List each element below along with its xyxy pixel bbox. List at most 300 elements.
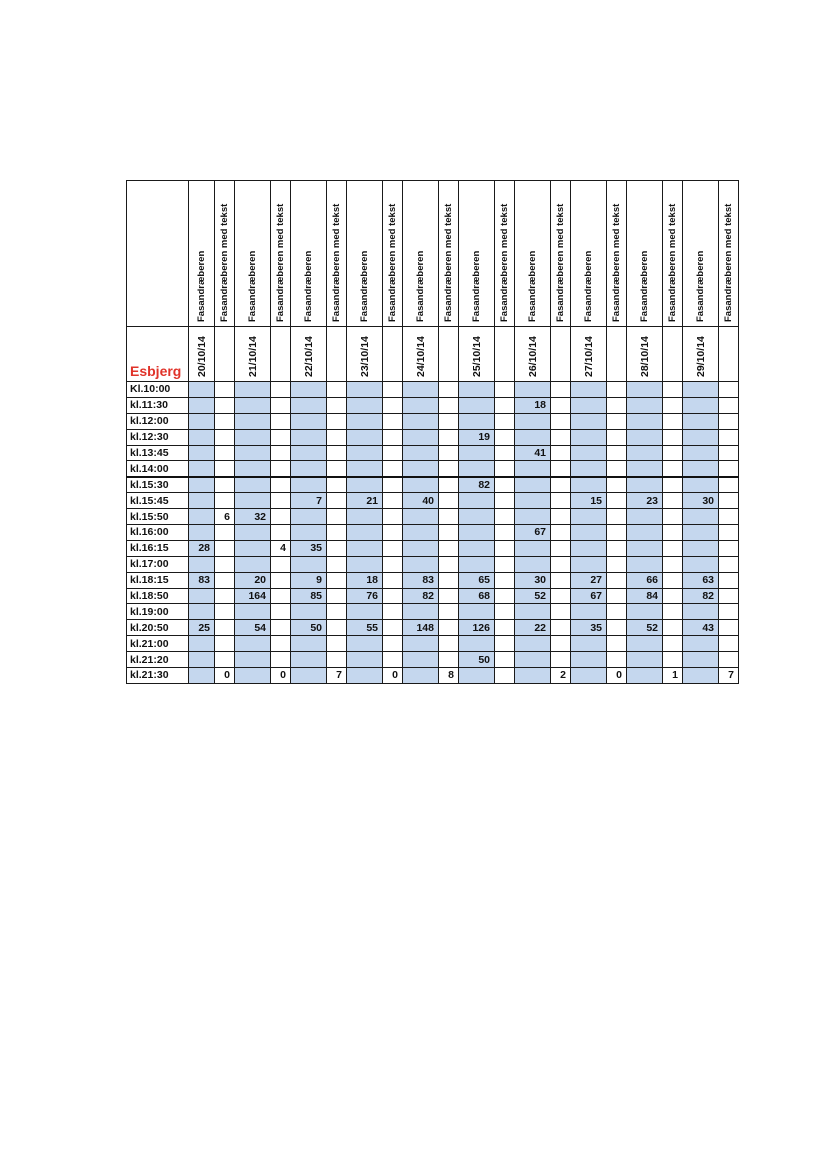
cell-plain <box>291 382 327 398</box>
cell-plain: 19 <box>459 429 495 445</box>
column-type-label: Fasandræberen <box>694 250 706 322</box>
cell-text <box>607 397 627 413</box>
cell-text <box>383 525 403 541</box>
cell-plain <box>515 477 551 493</box>
cell-text <box>495 445 515 461</box>
cell-plain: 82 <box>683 588 719 604</box>
time-label: kl.16:15 <box>127 540 189 556</box>
time-label: kl.18:15 <box>127 572 189 588</box>
date-header-cell <box>347 327 383 382</box>
cell-text <box>439 461 459 477</box>
cell-text <box>663 477 683 493</box>
cell-plain <box>515 382 551 398</box>
cell-text: 0 <box>271 668 291 684</box>
cell-plain <box>189 461 215 477</box>
cell-text: 8 <box>439 668 459 684</box>
cell-plain <box>627 477 663 493</box>
cell-text <box>271 652 291 668</box>
cell-text <box>439 413 459 429</box>
cell-plain <box>515 429 551 445</box>
date-label: 25/10/14 <box>470 336 483 377</box>
cell-plain: 15 <box>571 493 607 509</box>
cell-plain <box>403 429 439 445</box>
cell-text <box>551 397 571 413</box>
cell-text <box>327 477 347 493</box>
cell-plain <box>571 604 607 620</box>
column-type-label: Fasandræberen med tekst <box>498 203 510 322</box>
cell-text <box>215 604 235 620</box>
date-label: 21/10/14 <box>246 336 259 377</box>
cell-plain <box>235 477 271 493</box>
cell-text <box>663 445 683 461</box>
cell-text <box>215 493 235 509</box>
time-label: kl.15:45 <box>127 493 189 509</box>
cell-text <box>327 397 347 413</box>
cell-plain <box>459 604 495 620</box>
cell-plain <box>347 540 383 556</box>
cell-plain <box>235 636 271 652</box>
cell-text <box>607 461 627 477</box>
cell-text <box>495 477 515 493</box>
cell-plain <box>683 477 719 493</box>
cell-plain <box>627 636 663 652</box>
cell-plain <box>291 636 327 652</box>
cell-text <box>383 652 403 668</box>
cell-plain <box>291 445 327 461</box>
table-row <box>127 620 739 636</box>
time-label: Kl.10:00 <box>127 382 189 398</box>
cell-text <box>495 572 515 588</box>
cell-plain: 82 <box>459 477 495 493</box>
cell-text <box>439 604 459 620</box>
column-type-label: Fasandræberen med tekst <box>722 203 734 322</box>
cell-text <box>215 572 235 588</box>
cell-plain <box>571 540 607 556</box>
column-type-label: Fasandræberen <box>358 250 370 322</box>
cell-plain <box>683 413 719 429</box>
cell-text <box>327 509 347 525</box>
cell-plain: 126 <box>459 620 495 636</box>
cell-plain <box>291 477 327 493</box>
cell-text <box>607 525 627 541</box>
cell-text <box>607 493 627 509</box>
cell-plain <box>189 445 215 461</box>
table-row <box>127 556 739 572</box>
cell-plain: 85 <box>291 588 327 604</box>
cell-text <box>607 652 627 668</box>
cell-plain <box>291 397 327 413</box>
cell-plain: 35 <box>291 540 327 556</box>
table-row <box>127 382 739 398</box>
cell-plain <box>627 509 663 525</box>
table-row <box>127 636 739 652</box>
date-label: 20/10/14 <box>195 336 208 377</box>
cell-plain <box>291 413 327 429</box>
table-row <box>127 461 739 477</box>
cell-plain: 9 <box>291 572 327 588</box>
cell-text <box>607 604 627 620</box>
cell-plain <box>347 509 383 525</box>
cell-plain <box>189 604 215 620</box>
date-header-cell <box>459 327 495 382</box>
cell-text <box>271 572 291 588</box>
column-type-label: Fasandræberen med tekst <box>442 203 454 322</box>
cell-text <box>663 604 683 620</box>
cell-text <box>719 525 739 541</box>
cell-plain <box>347 413 383 429</box>
cell-plain <box>571 445 607 461</box>
cell-text <box>663 525 683 541</box>
cell-plain <box>403 382 439 398</box>
column-type-label: Fasandræberen med tekst <box>330 203 342 322</box>
cell-plain <box>291 429 327 445</box>
cell-plain <box>571 636 607 652</box>
cell-plain: 23 <box>627 493 663 509</box>
time-label: kl.18:50 <box>127 588 189 604</box>
date-header-empty <box>215 327 235 382</box>
cell-text <box>327 461 347 477</box>
cell-text <box>607 540 627 556</box>
time-label: kl.13:45 <box>127 445 189 461</box>
cell-text <box>719 540 739 556</box>
cell-plain <box>459 636 495 652</box>
cell-text <box>663 397 683 413</box>
cell-text <box>551 540 571 556</box>
cell-plain <box>235 461 271 477</box>
cell-text <box>271 445 291 461</box>
column-type-label: Fasandræberen med tekst <box>666 203 678 322</box>
cell-plain <box>291 509 327 525</box>
cell-plain <box>235 445 271 461</box>
table-row <box>127 445 739 461</box>
cell-text <box>551 493 571 509</box>
cell-plain <box>189 413 215 429</box>
header-type-text <box>383 181 403 327</box>
cell-text <box>271 604 291 620</box>
cell-plain <box>291 652 327 668</box>
cell-plain <box>403 461 439 477</box>
cell-plain <box>683 397 719 413</box>
header-type-text <box>439 181 459 327</box>
cell-text <box>439 540 459 556</box>
header-type-plain <box>683 181 719 327</box>
cell-plain <box>627 540 663 556</box>
cell-text <box>719 509 739 525</box>
cell-text <box>439 525 459 541</box>
cell-plain <box>683 525 719 541</box>
time-label: kl.21:00 <box>127 636 189 652</box>
cell-text <box>551 429 571 445</box>
header-type-plain <box>515 181 551 327</box>
cell-text <box>215 588 235 604</box>
cell-text <box>607 413 627 429</box>
cell-text <box>383 397 403 413</box>
table-row <box>127 477 739 493</box>
cell-text <box>439 429 459 445</box>
cell-text <box>271 636 291 652</box>
cell-plain <box>515 493 551 509</box>
cell-text <box>271 477 291 493</box>
cell-text <box>383 636 403 652</box>
cell-plain <box>627 413 663 429</box>
cell-plain <box>403 556 439 572</box>
column-type-label: Fasandræberen med tekst <box>386 203 398 322</box>
time-label: kl.14:00 <box>127 461 189 477</box>
cell-plain <box>459 461 495 477</box>
cell-plain <box>571 397 607 413</box>
cell-text <box>327 556 347 572</box>
cell-text <box>551 509 571 525</box>
cell-plain <box>515 461 551 477</box>
cell-text <box>495 620 515 636</box>
cell-plain <box>683 429 719 445</box>
cell-plain <box>627 397 663 413</box>
cell-text <box>495 668 515 684</box>
date-header-empty <box>383 327 403 382</box>
cell-text <box>551 636 571 652</box>
cell-text: 6 <box>215 509 235 525</box>
cell-text <box>383 413 403 429</box>
cell-plain <box>189 668 215 684</box>
cell-plain: 164 <box>235 588 271 604</box>
cell-text <box>271 620 291 636</box>
cell-text: 1 <box>663 668 683 684</box>
cell-plain <box>571 413 607 429</box>
cell-text <box>383 572 403 588</box>
column-type-label: Fasandræberen <box>638 250 650 322</box>
cell-text <box>607 588 627 604</box>
cell-text <box>719 588 739 604</box>
cell-plain <box>189 477 215 493</box>
cell-plain <box>347 636 383 652</box>
schedule-table <box>126 180 739 684</box>
header-type-text <box>271 181 291 327</box>
table-row <box>127 397 739 413</box>
cell-text <box>439 556 459 572</box>
cell-plain <box>459 382 495 398</box>
cell-plain: 28 <box>189 540 215 556</box>
cell-text <box>439 397 459 413</box>
date-label: 29/10/14 <box>694 336 707 377</box>
header-type-plain <box>403 181 439 327</box>
cell-plain <box>683 604 719 620</box>
cell-text <box>719 429 739 445</box>
date-header-cell <box>403 327 439 382</box>
table-body <box>127 382 739 684</box>
cell-text <box>551 477 571 493</box>
cell-plain <box>403 525 439 541</box>
cell-plain: 50 <box>459 652 495 668</box>
cell-plain <box>189 382 215 398</box>
cell-text <box>551 604 571 620</box>
table-row <box>127 525 739 541</box>
cell-plain <box>683 556 719 572</box>
cell-plain: 68 <box>459 588 495 604</box>
cell-text <box>719 652 739 668</box>
cell-plain <box>627 382 663 398</box>
cell-text <box>663 620 683 636</box>
cell-text <box>327 604 347 620</box>
cell-plain: 52 <box>627 620 663 636</box>
date-header-cell <box>189 327 215 382</box>
cell-text <box>439 382 459 398</box>
date-header-cell <box>235 327 271 382</box>
cell-plain <box>347 556 383 572</box>
cell-plain <box>189 588 215 604</box>
cell-text <box>607 572 627 588</box>
cell-text <box>663 429 683 445</box>
header-type-plain <box>459 181 495 327</box>
table-row <box>127 668 739 684</box>
cell-plain <box>189 509 215 525</box>
cell-text <box>271 588 291 604</box>
city-label: Esbjerg <box>130 363 182 379</box>
cell-plain <box>403 509 439 525</box>
cell-text <box>439 636 459 652</box>
date-header-empty <box>607 327 627 382</box>
cell-text <box>663 509 683 525</box>
cell-text <box>383 461 403 477</box>
cell-text <box>607 620 627 636</box>
cell-text <box>719 397 739 413</box>
cell-plain <box>571 461 607 477</box>
cell-text <box>607 509 627 525</box>
cell-text <box>215 620 235 636</box>
cell-text: 7 <box>719 668 739 684</box>
cell-plain <box>571 477 607 493</box>
cell-plain <box>235 556 271 572</box>
cell-text <box>215 636 235 652</box>
cell-plain <box>571 668 607 684</box>
table-row <box>127 429 739 445</box>
cell-plain: 82 <box>403 588 439 604</box>
cell-text <box>327 588 347 604</box>
cell-text <box>439 652 459 668</box>
date-header-empty <box>663 327 683 382</box>
cell-text <box>495 461 515 477</box>
header-type-text <box>215 181 235 327</box>
time-label: kl.21:30 <box>127 668 189 684</box>
cell-text <box>327 525 347 541</box>
cell-plain: 63 <box>683 572 719 588</box>
cell-text <box>271 382 291 398</box>
cell-plain: 67 <box>571 588 607 604</box>
cell-plain <box>403 477 439 493</box>
cell-text <box>663 413 683 429</box>
cell-plain <box>235 652 271 668</box>
cell-plain <box>571 556 607 572</box>
cell-plain <box>235 668 271 684</box>
cell-text <box>719 445 739 461</box>
cell-plain <box>291 525 327 541</box>
cell-plain <box>459 509 495 525</box>
cell-text: 4 <box>271 540 291 556</box>
cell-text <box>495 556 515 572</box>
cell-text <box>495 493 515 509</box>
cell-text <box>327 620 347 636</box>
cell-plain <box>347 477 383 493</box>
corner-cell <box>127 181 189 327</box>
cell-text <box>215 652 235 668</box>
cell-plain <box>235 397 271 413</box>
cell-plain: 40 <box>403 493 439 509</box>
cell-text <box>607 382 627 398</box>
cell-text <box>719 556 739 572</box>
cell-text <box>271 397 291 413</box>
cell-plain <box>189 636 215 652</box>
cell-text <box>495 397 515 413</box>
header-type-text <box>495 181 515 327</box>
cell-plain <box>459 668 495 684</box>
cell-text: 0 <box>607 668 627 684</box>
cell-text <box>663 652 683 668</box>
time-label: kl.12:30 <box>127 429 189 445</box>
cell-text: 0 <box>215 668 235 684</box>
cell-text <box>439 572 459 588</box>
date-header-empty <box>271 327 291 382</box>
table-row <box>127 604 739 620</box>
cell-text <box>271 493 291 509</box>
table-row <box>127 572 739 588</box>
date-header-empty <box>327 327 347 382</box>
cell-plain <box>571 509 607 525</box>
header-type-text <box>607 181 627 327</box>
cell-text <box>495 588 515 604</box>
column-type-label: Fasandræberen <box>526 250 538 322</box>
cell-plain: 18 <box>347 572 383 588</box>
cell-text <box>383 477 403 493</box>
cell-plain <box>189 493 215 509</box>
table-row <box>127 509 739 525</box>
cell-text <box>215 525 235 541</box>
header-type-plain <box>189 181 215 327</box>
time-label: kl.17:00 <box>127 556 189 572</box>
cell-plain <box>235 540 271 556</box>
cell-text <box>215 556 235 572</box>
cell-plain <box>189 556 215 572</box>
date-header-cell <box>571 327 607 382</box>
cell-text <box>439 620 459 636</box>
cell-plain <box>571 525 607 541</box>
header-type-text <box>719 181 739 327</box>
header-type-plain <box>235 181 271 327</box>
cell-text <box>327 429 347 445</box>
cell-plain <box>627 556 663 572</box>
date-label: 23/10/14 <box>358 336 371 377</box>
cell-plain <box>291 461 327 477</box>
cell-text <box>271 429 291 445</box>
cell-text <box>383 429 403 445</box>
cell-plain: 27 <box>571 572 607 588</box>
cell-text <box>663 540 683 556</box>
cell-plain <box>403 668 439 684</box>
header-row-type <box>127 181 739 327</box>
cell-plain <box>347 652 383 668</box>
cell-text <box>439 445 459 461</box>
cell-text <box>663 636 683 652</box>
date-label: 26/10/14 <box>526 336 539 377</box>
cell-text <box>495 382 515 398</box>
cell-text <box>719 461 739 477</box>
cell-text <box>383 604 403 620</box>
cell-text <box>383 445 403 461</box>
cell-plain: 30 <box>683 493 719 509</box>
header-type-text <box>327 181 347 327</box>
cell-plain: 52 <box>515 588 551 604</box>
cell-plain <box>347 397 383 413</box>
cell-text <box>439 509 459 525</box>
cell-text <box>495 604 515 620</box>
